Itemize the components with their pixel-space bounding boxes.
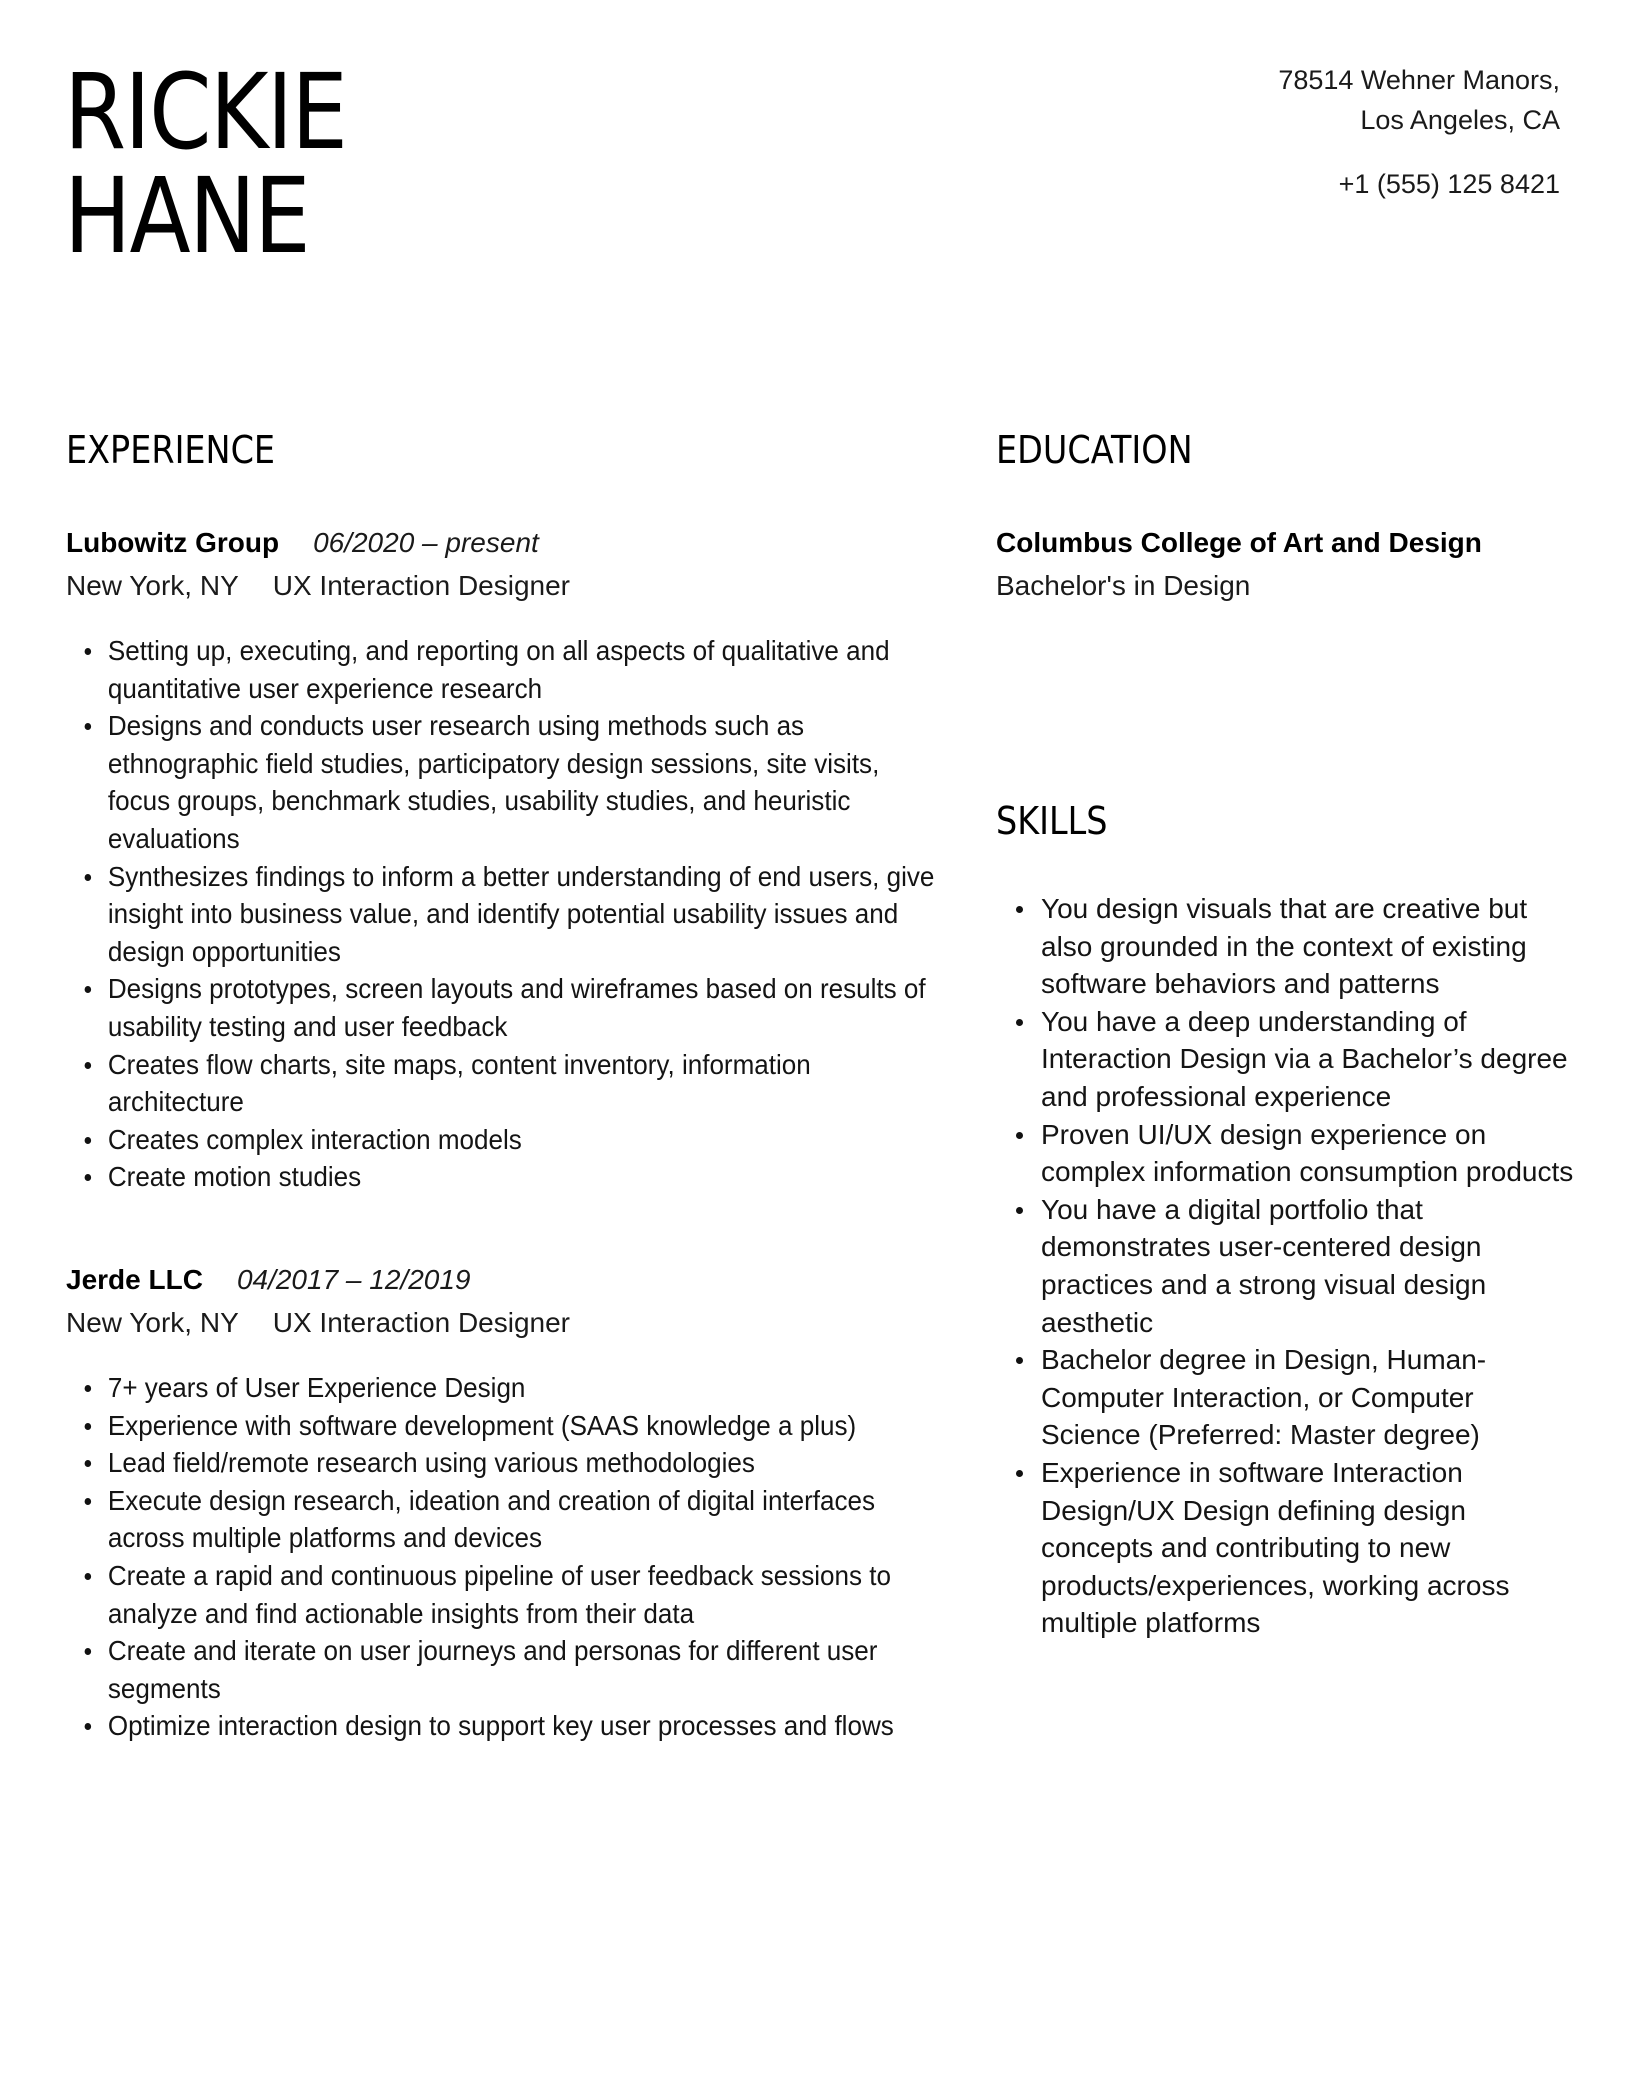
job-header <box>66 1261 946 1299</box>
job-entry <box>66 1261 946 1745</box>
job-bullet: Optimize interaction design to support key user processes and flows <box>66 1707 940 1745</box>
job-bullet: Execute design research, ideation and creation of digital interfaces across multiple platforms and devices <box>66 1482 940 1557</box>
education-heading: EDUCATION <box>996 428 1193 472</box>
company-name: Jerde LLC <box>66 1264 203 1295</box>
job-subheader <box>66 567 946 605</box>
job-bullet: Designs and conducts user research using methods such as ethnographic field studies, participatory design sessions, site visits, focus groups, benchmark studies, usability studies, and heuristic evaluations <box>66 707 940 857</box>
job-entry <box>66 524 946 1196</box>
job-bullet: Designs prototypes, screen layouts and wireframes based on results of usability testing and user feedback <box>66 970 940 1045</box>
job-subheader <box>66 1304 946 1342</box>
job-bullet: Create motion studies <box>66 1158 940 1196</box>
skill-item: Bachelor degree in Design, Human-Computer Interaction, or Computer Science (Preferred: Master degree) <box>996 1341 1576 1454</box>
education-entry <box>996 524 1566 605</box>
job-bullet: Creates complex interaction models <box>66 1121 940 1159</box>
job-bullet: Create a rapid and continuous pipeline of user feedback sessions to analyze and find actionable insights from their data <box>66 1557 940 1632</box>
job-role: UX Interaction Designer <box>272 570 571 601</box>
job-header <box>66 524 946 562</box>
job-dates: 06/2020 – present <box>313 527 539 558</box>
skill-item: You design visuals that are creative but also grounded in the context of existing software behaviors and patterns <box>996 890 1576 1003</box>
address-line-1: 78514 Wehner Manors, <box>1278 65 1560 95</box>
job-bullet: Create and iterate on user journeys and personas for different user segments <box>66 1632 940 1707</box>
job-bullet: Experience with software development (SAAS knowledge a plus) <box>66 1407 940 1445</box>
company-name: Lubowitz Group <box>66 527 280 558</box>
job-location: New York, NY <box>66 1307 239 1338</box>
job-role: UX Interaction Designer <box>272 1307 571 1338</box>
skills-section <box>996 890 1576 1642</box>
job-bullet: Synthesizes findings to inform a better understanding of end users, give insight into business value, and identify potential usability issues and design opportunities <box>66 858 940 971</box>
job-bullet: Creates flow charts, site maps, content inventory, information architecture <box>66 1046 940 1121</box>
address-line-2: Los Angeles, CA <box>1360 105 1560 135</box>
first-name: RICKIE <box>64 51 347 173</box>
degree: Bachelor's in Design <box>996 570 1251 601</box>
phone-number: +1 (555) 125 8421 <box>1338 169 1560 199</box>
job-bullet: Lead field/remote research using various methodologies <box>66 1444 940 1482</box>
skills-list <box>996 890 1576 1642</box>
job-bullets <box>66 1369 940 1745</box>
skills-heading: SKILLS <box>996 799 1108 843</box>
job-location: New York, NY <box>66 570 239 601</box>
skill-item: Proven UI/UX design experience on complex information consumption products <box>996 1116 1576 1191</box>
candidate-name <box>64 51 347 277</box>
school-name: Columbus College of Art and Design <box>996 527 1482 558</box>
skill-item: You have a deep understanding of Interaction Design via a Bachelor’s degree and professional experience <box>996 1003 1576 1116</box>
contact-info <box>1278 60 1560 204</box>
experience-heading: EXPERIENCE <box>66 428 276 472</box>
job-dates: 04/2017 – 12/2019 <box>236 1264 471 1295</box>
last-name: HANE <box>64 155 309 277</box>
job-bullets <box>66 632 940 1196</box>
job-bullet: Setting up, executing, and reporting on all aspects of qualitative and quantitative user experience research <box>66 632 940 707</box>
skill-item: Experience in software Interaction Design/UX Design defining design concepts and contributing to new products/experiences, working across multiple platforms <box>996 1454 1576 1642</box>
skill-item: You have a digital portfolio that demonstrates user-centered design practices and a strong visual design aesthetic <box>996 1191 1576 1341</box>
job-bullet: 7+ years of User Experience Design <box>66 1369 940 1407</box>
